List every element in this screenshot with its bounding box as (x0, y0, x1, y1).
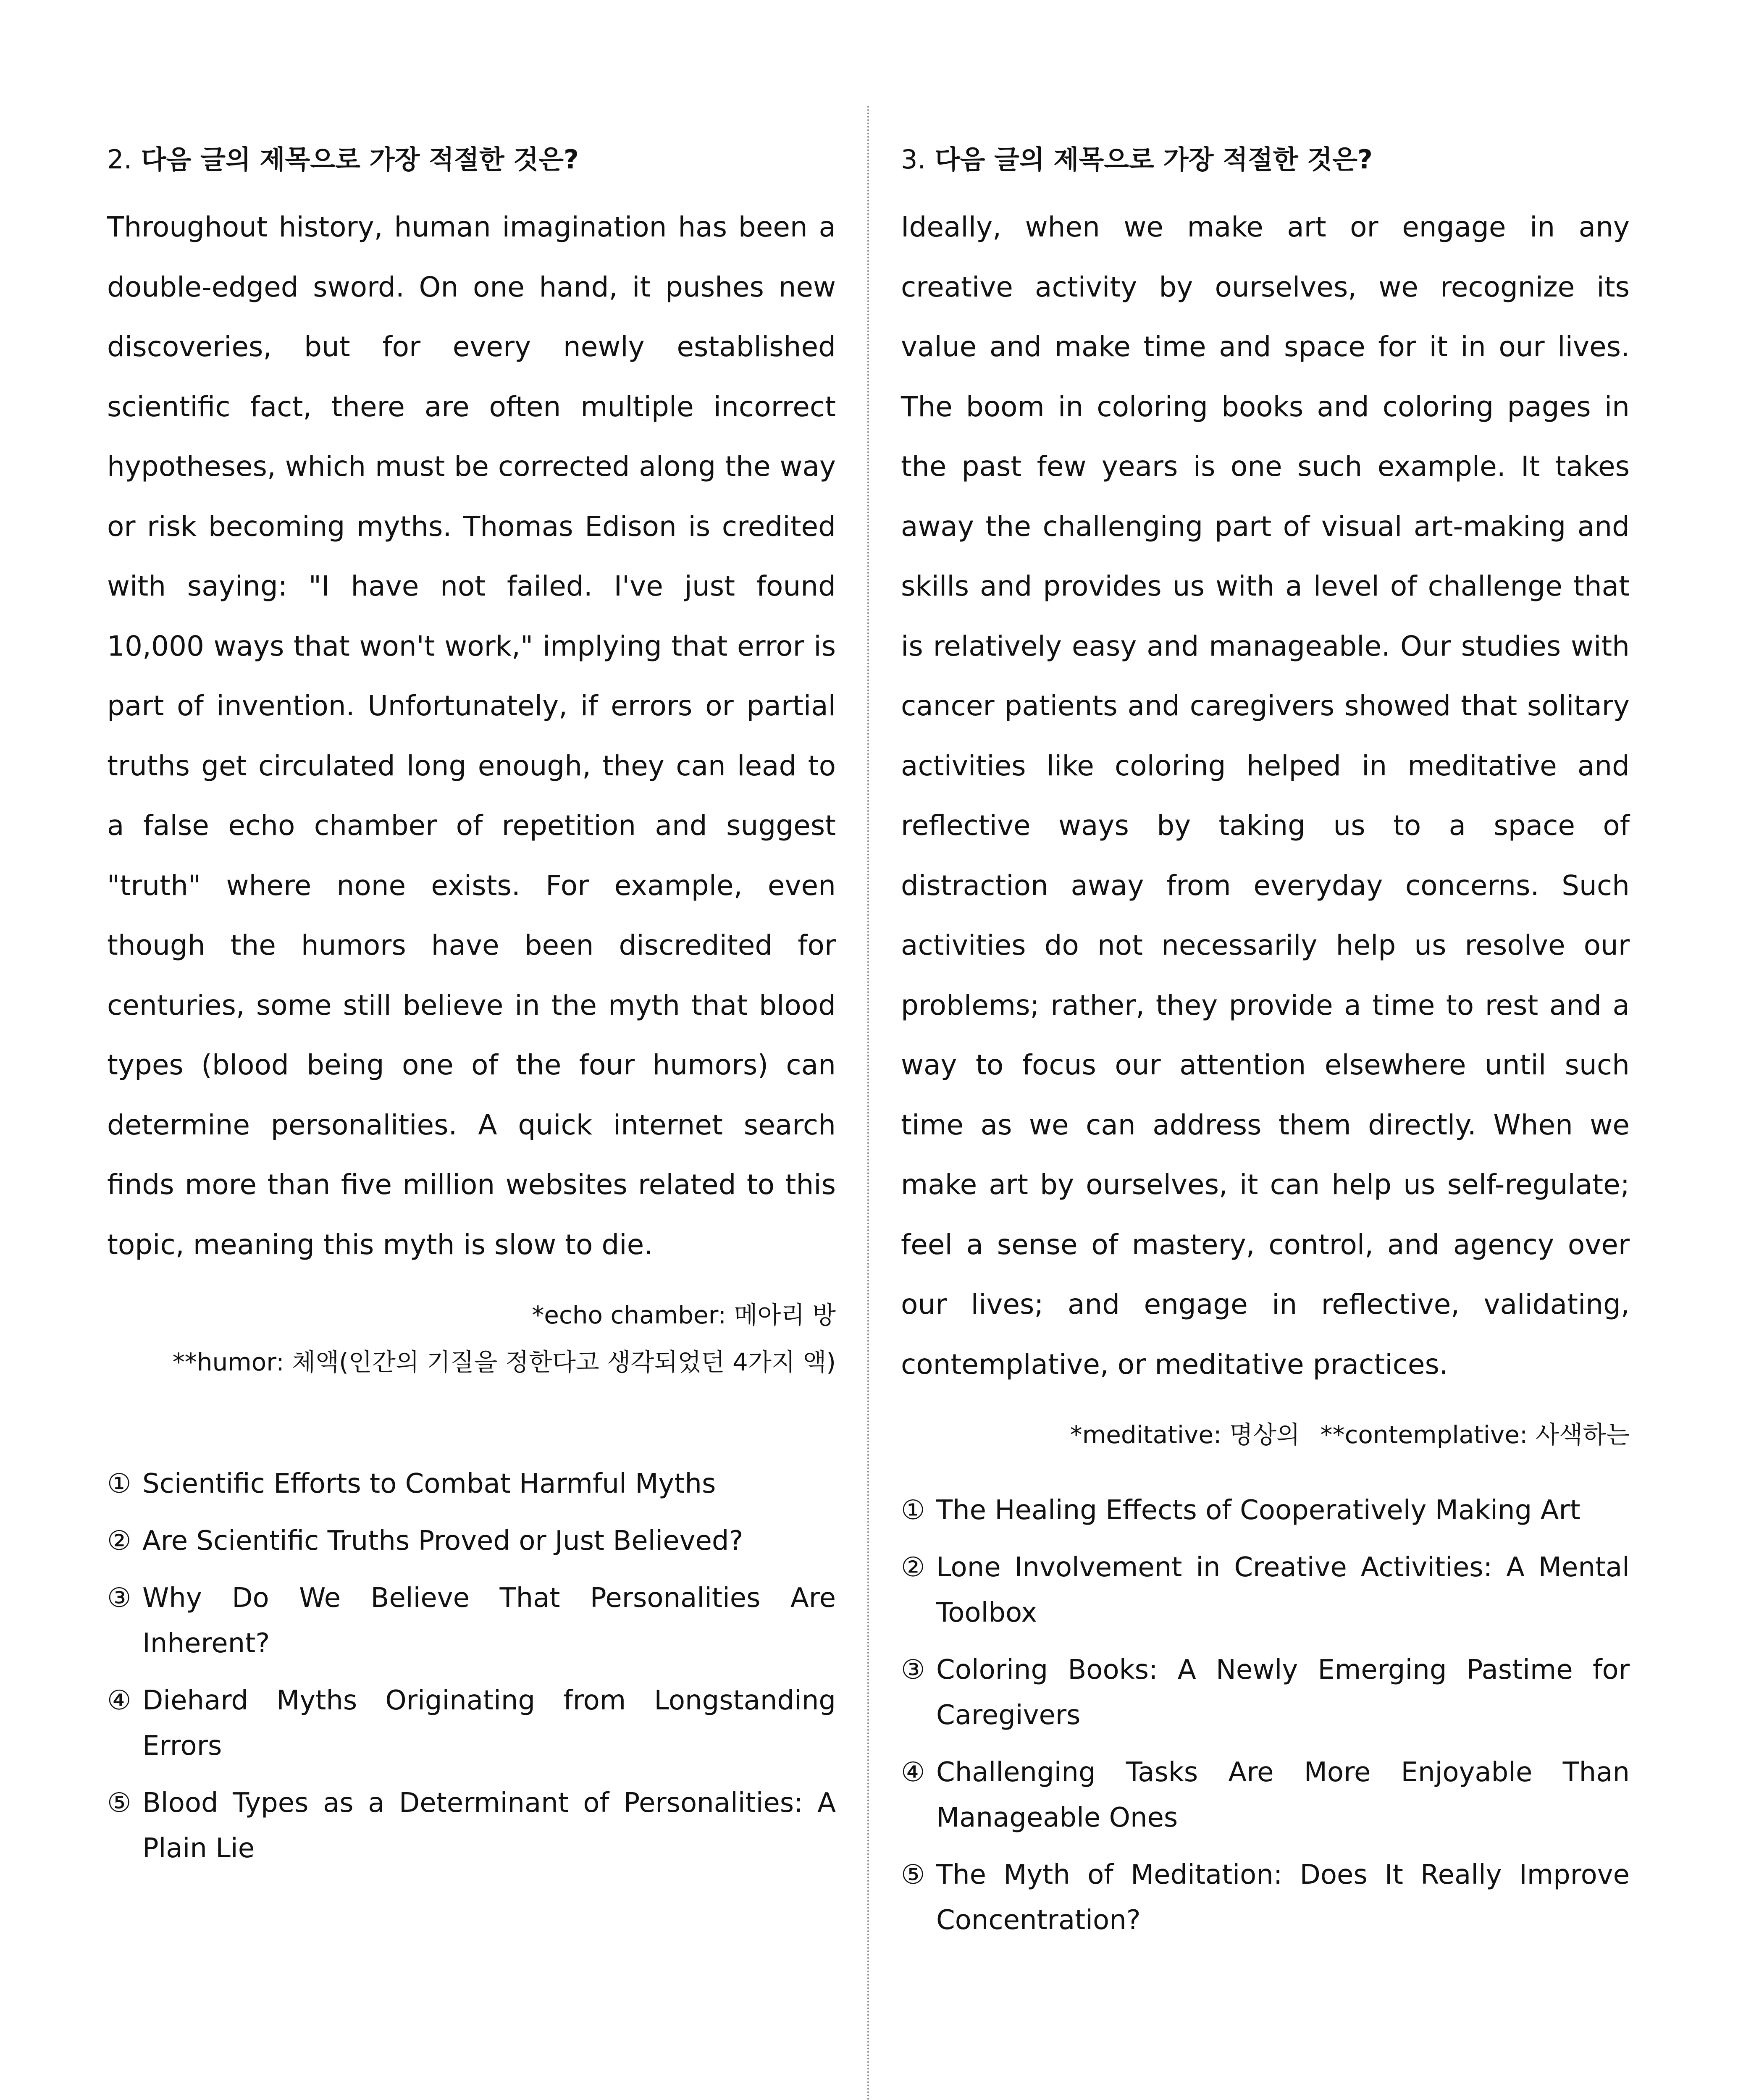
question-3-prompt: 다음 글의 제목으로 가장 적절한 것은? (935, 144, 1373, 175)
answer-choice[interactable] (107, 1780, 836, 1871)
choice-text: The Myth of Meditation: Does It Really Improve Concentration? (936, 1859, 1630, 1936)
choice-text: Diehard Myths Originating from Longstanding Errors (142, 1685, 836, 1761)
choice-marker: ⑤ (107, 1788, 131, 1819)
footnote: *echo chamber: 메아리 방 (532, 1301, 836, 1329)
choice-text: Are Scientific Truths Proved or Just Believed? (142, 1525, 743, 1557)
answer-choice[interactable] (901, 1488, 1630, 1533)
question-2-choices (107, 1461, 836, 1871)
question-2-passage: Throughout history, human imagination has been a double-edged sword. On one hand, it pushes new discoveries, but for every newly established scientific fact, there are often multiple incorrect hypotheses, which must be corrected along the way or risk becoming myths. Thomas Edison is credited with saying: "I have not failed. I've just found 10,000 ways that won't work," implying that error is part of invention. Unfortunately, if errors or partial truths get circulated long enough, they can lead to a false echo chamber of repetition and suggest "truth" where none exists. For example, even though the humors have been discredited for centuries, some still believe in the myth that blood types (blood being one of the four humors) can determine personalities. A quick internet search finds more than five million websites related to this topic, meaning this myth is slow to die. (107, 211, 836, 1261)
question-2-prompt: 다음 글의 제목으로 가장 적절한 것은? (141, 144, 579, 175)
question-3-passage: Ideally, when we make art or engage in any creative activity by ourselves, we recognize its value and make time and space for it in our lives. The boom in coloring books and coloring pages in the past few years is one such example. It takes away the challenging part of visual art-making and skills and provides us with a level of challenge that is relatively easy and manageable. Our studies with cancer patients and caregivers showed that solitary activities like coloring helped in meditative and reflective ways by taking us to a space of distraction away from everyday concerns. Such activities do not necessarily help us resolve our problems; rather, they provide a time to rest and a way to focus our attention elsewhere until such time as we can address them directly. When we make art by ourselves, it can help us self-regulate; feel a sense of mastery, control, and agency over our lives; and engage in reflective, validating, contemplative, or meditative practices. (901, 211, 1630, 1381)
choice-marker: ① (107, 1468, 131, 1499)
answer-choice[interactable] (901, 1647, 1630, 1738)
choice-text: Scientific Efforts to Combat Harmful Myths (142, 1468, 716, 1499)
answer-choice[interactable] (901, 1750, 1630, 1840)
question-3 (901, 139, 1630, 1955)
footnote: **contemplative: 사색하는 (1320, 1420, 1630, 1449)
choice-marker: ③ (107, 1583, 131, 1614)
choice-marker: ② (901, 1552, 925, 1583)
choice-marker: ③ (901, 1654, 925, 1685)
choice-marker: ⑤ (901, 1859, 925, 1890)
answer-choice[interactable] (901, 1545, 1630, 1635)
question-2-title (107, 139, 836, 181)
choice-text: Challenging Tasks Are More Enjoyable Than Manageable Ones (936, 1757, 1630, 1833)
footnote: **humor: 체액(인간의 기질을 정한다고 생각되었던 4가지 액) (172, 1348, 836, 1376)
question-3-choices (901, 1488, 1630, 1943)
question-3-notes (901, 1411, 1630, 1458)
answer-choice[interactable] (107, 1518, 836, 1564)
question-2 (107, 139, 836, 1883)
column-divider (867, 106, 869, 2100)
choice-marker: ④ (107, 1685, 131, 1716)
question-2-notes (107, 1292, 836, 1386)
choice-text: The Healing Effects of Cooperatively Making Art (936, 1495, 1580, 1526)
choice-marker: ② (107, 1525, 131, 1557)
answer-choice[interactable] (107, 1678, 836, 1769)
answer-choice[interactable] (901, 1852, 1630, 1943)
choice-text: Why Do We Believe That Personalities Are Inherent? (142, 1583, 836, 1659)
footnote: *meditative: 명상의 (1070, 1420, 1300, 1449)
choice-text: Blood Types as a Determinant of Personalities: A Plain Lie (142, 1788, 836, 1864)
question-3-number: 3. (901, 144, 926, 175)
choice-text: Lone Involvement in Creative Activities: A Mental Toolbox (936, 1552, 1630, 1628)
choice-marker: ④ (901, 1757, 925, 1788)
answer-choice[interactable] (107, 1575, 836, 1666)
choice-marker: ① (901, 1495, 925, 1526)
question-2-number: 2. (107, 144, 132, 175)
answer-choice[interactable] (107, 1461, 836, 1507)
choice-text: Coloring Books: A Newly Emerging Pastime for Caregivers (936, 1654, 1630, 1731)
question-3-title (901, 139, 1630, 181)
